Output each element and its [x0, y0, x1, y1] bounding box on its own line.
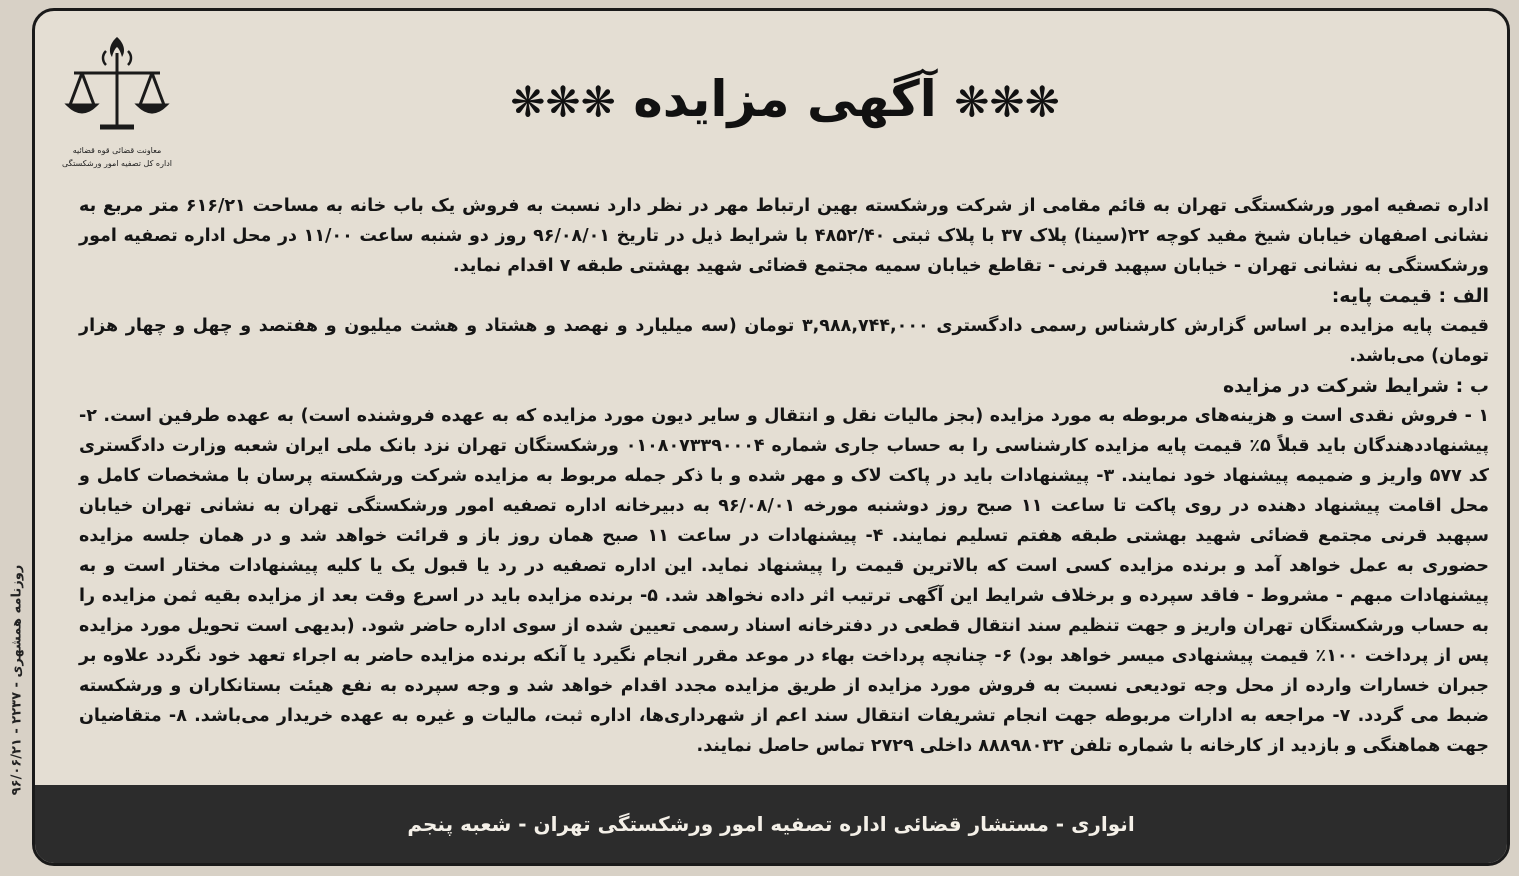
intro-text: به قائم مقامی از شرکت ورشکسته بهین ارتباط مهر در نظر دارد نسبت به فروش یک باب خانه به مساحت ۶۱۶/۲۱ متر مربع به نشانی اصفهان خیابان شیخ مفید کوچه ۲۲(سینا) پلاک ۳۷ با پلاک ثبتی ۴۸۵۲/۴۰ با شرایط ذیل در تاریخ ۹۶/۰۸/۰۱ روز دو شنبه ساعت ۱۱/۰۰ در محل اداره تصفیه امور ورشکستگی به نشانی تهران - خیابان سپهبد قرنی - تقاطع خیابان سمیه مجتمع قضائی شهید بهشتی طبقه ۷ اقدام نماید.	[79, 196, 1490, 276]
notice-frame	[32, 8, 1510, 866]
notice-title	[435, 69, 1135, 133]
intro-lead: اداره تصفیه امور ورشکستگی تهران	[1176, 196, 1490, 216]
flower-ornament-icon: ❋❋❋	[510, 77, 616, 127]
intro-paragraph	[79, 191, 1489, 281]
newspaper-side-note	[6, 500, 28, 860]
section-b-heading: ب : شرایط شرکت در مزایده	[1222, 375, 1489, 397]
emblem-caption-2: اداره کل تصفیه امور ورشکستگی	[61, 159, 172, 168]
section-a-text: قیمت پایه مزایده بر اساس گزارش کارشناس رسمی دادگستری ۳,۹۸۸,۷۴۴,۰۰۰ تومان (سه میلیارد و نهصد و هشتاد و هشت میلیون و هفتصد و چهل و چهار هزار تومان) می‌باشد.	[79, 316, 1489, 366]
notice-body	[79, 191, 1489, 761]
flower-ornament-icon: ❋❋❋	[954, 77, 1060, 127]
emblem-caption-1: معاونت قضائی قوه قضائیه	[72, 146, 162, 155]
newspaper-issue-label: روزنامه همشهری - ۲۲۳۷ - ۹۶/۰۶/۲۱	[9, 564, 25, 796]
signature-footer	[35, 785, 1507, 863]
judiciary-emblem	[57, 33, 177, 173]
notice-title-text: آگهی مزایده	[633, 70, 937, 128]
scales-of-justice-icon	[62, 33, 172, 143]
section-a-heading: الف : قیمت پایه:	[1331, 285, 1489, 307]
section-b-text: ۱ - فروش نقدی است و هزینه‌های مربوطه به مورد مزایده (بجز مالیات نقل و انتقال و سایر دیون مورد مزایده که به عهده فروشنده است) به عهده طرفین است. ۲- پیشنهاددهندگان باید قبلاً ۵٪ قیمت پایه مزایده کارشناسی را به حساب جاری شماره ۰۱۰۸۰۷۳۳۹۰۰۰۴ ورشکستگان تهران نزد بانک ملی ایران شعبه وزارت دادگستری کد ۵۷۷ واریز و ضمیمه پیشنهاد خود نمایند. ۳- پیشنهادات باید در پاکت لاک و مهر شده و با ذکر جمله مربوط به مزایده شرکت ورشکسته پرسان با مشخصات کامل و محل اقامت پیشنهاد دهنده در روی پاکت تا ساعت ۱۱ صبح روز دوشنبه مورخه ۹۶/۰۸/۰۱ به دبیرخانه اداره تصفیه امور ورشکستگی تهران به نشانی تهران خیابان سپهبد قرنی مجتمع قضائی شهید بهشتی طبقه هفتم تسلیم نمایند. ۴- پیشنهادات در ساعت ۱۱ صبح همان روز باز و قرائت خواهد شد و در همان جلسه مزایده حضوری به عمل خواهد آمد و برنده مزایده کسی است که بالاترین قیمت را پیشنهاد نماید. این اداره تصفیه در رد یا قبول یک یا کلیه پیشنهادات مختار است و به پیشنهادات مبهم - مشروط - فاقد سپرده و برخلاف شرایط این آگهی ترتیب اثر داده نخواهد شد. ۵- برنده مزایده باید در اسرع وقت بعد از مزایده بقیه ثمن مزایده را به حساب ورشکستگان تهران واریز و جهت تنظیم سند انتقال قطعی در دفترخانه اسناد رسمی تعیین شده از سوی اداره حاضر شود. (بدیهی است تحویل مورد مزایده پس از پرداخت ۱۰۰٪ قیمت پیشنهادی میسر خواهد بود) ۶- چنانچه پرداخت بهاء در موعد مقرر انجام نگیرد یا آنکه برنده مزایده حاضر به اجراء تعهد خود نگردد علاوه بر جبران خسارات وارده از محل وجه تودیعی نسبت به فروش مورد مزایده از طریق مزایده مجدد اقدام خواهد شد و وجه سپرده به نفع هیئت بستانکاران و ورشکسته ضبط می گردد. ۷- مراجعه به ادارات مربوطه جهت انجام تشریفات انتقال سند اعم از شهرداری‌ها، اداره ثبت، مالیات و غیره به عهده خریدار می‌باشد. ۸- متقاضیان جهت هماهنگی و بازدید از کارخانه با شماره تلفن ۸۸۸۹۸۰۳۲ داخلی ۲۷۲۹ تماس حاصل نمایند.	[79, 406, 1490, 756]
signature-text: انواری - مستشار قضائی اداره تصفیه امور ورشکستگی تهران - شعبه پنجم	[407, 812, 1135, 836]
